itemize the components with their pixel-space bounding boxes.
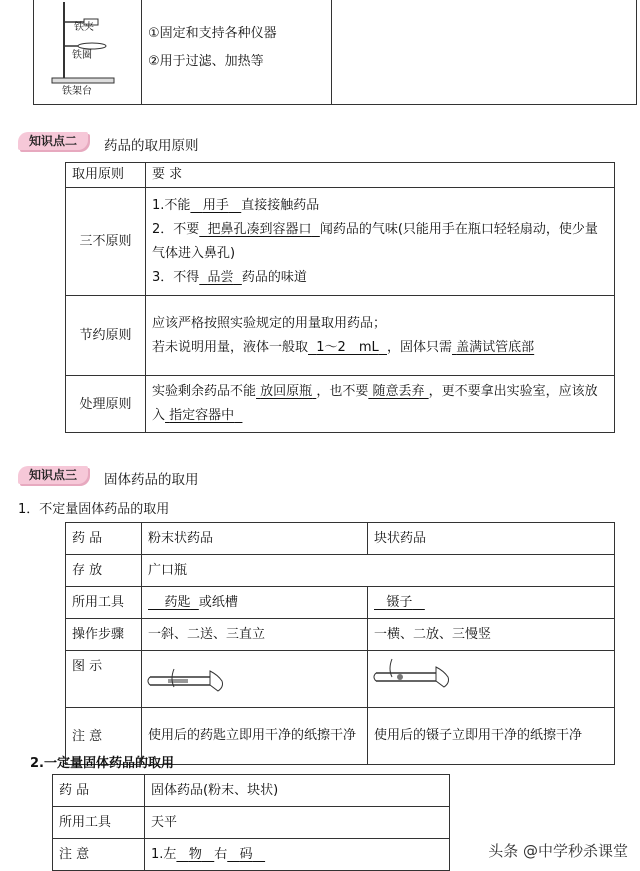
apparatus-empty-cell	[332, 0, 637, 105]
rule-text: 若未说明用量，液体一般取	[152, 339, 309, 355]
spatula-tube-illustration	[146, 651, 266, 697]
section-title: 药品的取用原则	[104, 138, 199, 154]
blank-answer: 码	[239, 847, 253, 862]
blank-answer: 镊子	[386, 595, 413, 610]
row-label: 三不原则	[66, 188, 146, 296]
rule-text: 右	[214, 847, 228, 862]
row-label: 注 意	[66, 708, 142, 765]
section-badge: 知识点三	[18, 466, 88, 484]
row-value: 使用后的镊子立即用干净的纸擦干净	[368, 708, 615, 765]
apparatus-uses-cell	[142, 0, 332, 105]
table-row	[53, 775, 450, 807]
row-value	[368, 587, 615, 619]
table-row	[66, 376, 615, 433]
use-item: ①固定和支持各种仪器	[148, 26, 277, 41]
table-row	[53, 807, 450, 839]
blank-answer: 1～2 mL	[316, 339, 379, 355]
rule-text: 药品的味道	[241, 269, 307, 285]
rule-text: 2．不要	[152, 221, 200, 237]
subsection-title: 2.一定量固体药品的取用	[30, 756, 174, 771]
label-iron-ring: 铁圈	[72, 50, 92, 61]
blank-answer: 用手	[202, 197, 229, 213]
tweezers-tube-illustration	[372, 651, 492, 697]
row-value: 使用后的药匙立即用干净的纸擦干净	[142, 708, 368, 765]
lump-diagram-cell	[368, 651, 615, 708]
header-cell: 要 求	[146, 163, 615, 188]
section-badge: 知识点二	[18, 132, 88, 150]
row-label: 节约原则	[66, 296, 146, 376]
rule-text: 直接接触药品	[241, 197, 320, 213]
row-content	[146, 376, 615, 433]
table-row	[66, 619, 615, 651]
rule-text: 闻药品的气味(只能用手在瓶口轻轻扇动，使少量气体进入鼻孔)	[152, 221, 598, 261]
subsection-title: 1．不定量固体药品的取用	[18, 502, 170, 517]
row-value	[142, 587, 368, 619]
row-label: 处理原则	[66, 376, 146, 433]
blank-answer: 把鼻孔凑到容器口	[207, 221, 312, 237]
row-value: 一斜、二送、三直立	[142, 619, 368, 651]
blank-answer: 药匙	[164, 595, 191, 610]
blank-answer: 指定容器中	[169, 408, 235, 423]
table-row	[53, 839, 450, 871]
row-value: 天平	[145, 807, 450, 839]
row-value: 一横、二放、三慢竖	[368, 619, 615, 651]
table-row	[66, 587, 615, 619]
rule-line	[152, 194, 608, 218]
use-item: ②用于过滤、加热等	[148, 54, 264, 69]
row-content	[146, 188, 615, 296]
powder-diagram-cell	[142, 651, 368, 708]
row-content	[146, 296, 615, 376]
rule-text: 或纸槽	[198, 595, 238, 610]
table-header-row	[66, 163, 615, 188]
table-header-row	[66, 523, 615, 555]
table-row	[66, 555, 615, 587]
rule-text: 应该严格按照实验规定的用量取用药品；	[152, 315, 387, 331]
row-label: 所用工具	[66, 587, 142, 619]
rule-text: 3．不得	[152, 269, 200, 285]
rule-text: ，更不要拿出实验室，应该放入	[152, 384, 598, 423]
row-value: 广口瓶	[142, 555, 615, 587]
principles-table	[65, 162, 615, 433]
blank-answer: 品尝	[207, 269, 234, 285]
label-iron-clamp: 铁夹	[74, 22, 94, 33]
solid-fixed-table	[52, 774, 450, 871]
row-label: 图 示	[66, 651, 142, 708]
rule-line	[152, 218, 608, 266]
row-label: 存 放	[66, 555, 142, 587]
rule-text: 实验剩余药品不能	[152, 384, 257, 399]
row-value: 固体药品(粉末、块状)	[145, 775, 450, 807]
table-row	[66, 651, 615, 708]
apparatus-diagram-cell	[34, 0, 142, 105]
rule-text: ，也不要	[316, 384, 369, 399]
apparatus-table	[33, 0, 637, 105]
blank-answer: 物	[188, 847, 202, 862]
row-label: 操作步骤	[66, 619, 142, 651]
header-cell: 粉末状药品	[142, 523, 368, 555]
watermark: 头条 @中学秒杀课堂	[488, 842, 628, 860]
row-label: 药 品	[53, 775, 145, 807]
header-cell: 药 品	[66, 523, 142, 555]
rule-line	[152, 266, 608, 290]
rule-text: 1.左	[151, 847, 177, 862]
label-iron-stand: 铁架台	[62, 86, 92, 97]
table-row	[66, 296, 615, 376]
blank-answer: 随意丢弃	[372, 384, 425, 399]
blank-answer: 放回原瓶	[260, 384, 313, 399]
row-value	[145, 839, 450, 871]
row-label: 注 意	[53, 839, 145, 871]
row-label: 所用工具	[53, 807, 145, 839]
section-title: 固体药品的取用	[104, 472, 199, 488]
table-row	[66, 188, 615, 296]
header-cell: 块状药品	[368, 523, 615, 555]
blank-answer: 盖满试管底部	[456, 339, 535, 355]
solid-indeterminate-table	[65, 522, 615, 765]
rule-text: 1.不能	[152, 197, 191, 213]
rule-text: ，固体只需	[387, 339, 453, 355]
header-cell: 取用原则	[66, 163, 146, 188]
